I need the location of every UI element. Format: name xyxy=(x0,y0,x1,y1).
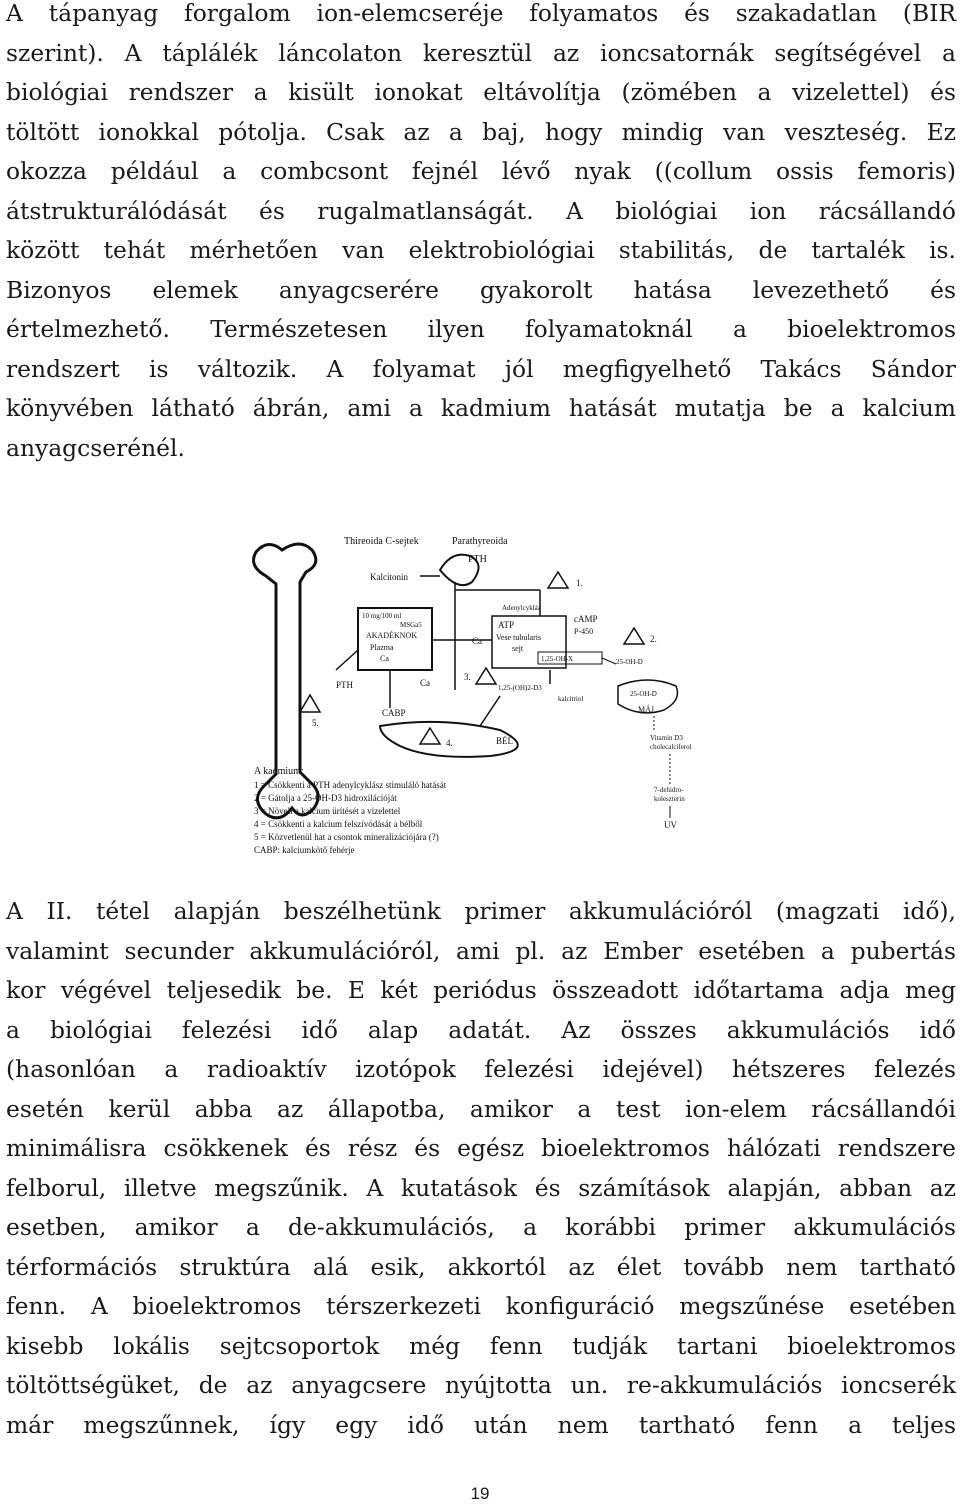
legend-item: 1 = Csökkenti a PTH adenylcyklász stimuláló hatását xyxy=(254,780,447,790)
label-box-4: Plazma xyxy=(370,643,394,652)
legend-item: 4 = Csökkenti a kalcium felszívódását a bélből xyxy=(254,819,423,829)
text-line: (hasonlóan a radioaktív izotópok felezési idejével) hétszeres felezés xyxy=(6,1055,956,1083)
text-line: töltött ionokkal pótolja. Csak az a baj, hogy mindig van veszteség. Ez xyxy=(6,117,956,146)
label-adenylcyclase: Adenylcykláz xyxy=(502,604,541,612)
label-kalcitriol: kalcitriol xyxy=(558,695,584,703)
label-uv: UV xyxy=(664,820,677,830)
label-n5: 5. xyxy=(312,718,319,728)
text-line: értelmezhető. Természetesen ilyen folyamatoknál a bioelektromos xyxy=(6,315,956,343)
label-ca-mid: Ca xyxy=(472,636,482,646)
label-d3-125: 1,25-(OH)2-D3 xyxy=(498,684,542,692)
label-dehydro-1: 7-dehidro- xyxy=(654,786,684,794)
label-pth-top: PTH xyxy=(468,554,487,565)
text-line: esetben, amikor a de-akkumulációs, a korábbi primer akkumulációs xyxy=(6,1213,956,1241)
label-n2: 2. xyxy=(650,634,657,644)
text-line: a biológiai felezési idő alap adatát. Az összes akkumulációs idő xyxy=(6,1015,956,1044)
warning-triangle-icon xyxy=(476,668,496,684)
label-dehydro-2: koleszterin xyxy=(654,795,685,803)
text-line: A II. tétel alapján beszélhetünk primer akkumulációról (magzati idő), xyxy=(6,897,956,925)
text-line: okozza például a combcsont fejnél lévő nyak ((collum ossis femoris) xyxy=(6,157,956,185)
text-line: minimálisra csökkenek és rész és egész bioelektromos hálózati rendszere xyxy=(6,1134,956,1162)
label-bel: BÉL xyxy=(496,736,513,746)
legend-item: 5 = Közvetlenül hat a csontok mineralizációjára (?) xyxy=(254,832,439,842)
legend-item: 3 = Növeli a kalcium ürítését a vizelettel xyxy=(254,806,401,816)
label-n4: 4. xyxy=(446,738,453,748)
text-line: valamint secunder akkumulációról, ami pl. az Ember esetében a pubertás xyxy=(6,936,956,965)
label-oh-25: 25-OH-D xyxy=(616,658,643,666)
label-kidney: Vese tubularis xyxy=(496,633,542,642)
label-oh-25b: 25-OH-D xyxy=(630,690,657,698)
text-line: kisebb lokális sejtcsoportok még fenn tudják tartani bioelektromos xyxy=(6,1331,956,1360)
label-box-1: 10 mg/100 ml xyxy=(362,612,402,620)
label-vitamin: Vitamin D3 xyxy=(650,734,683,742)
label-calcitonin: Kalcitonin xyxy=(370,572,408,582)
label-p450: P-450 xyxy=(574,627,594,636)
legend-item: 2 = Gátolja a 25-OH-D3 hidroxilációját xyxy=(254,793,397,803)
label-atp: ATP xyxy=(498,620,515,630)
text-line: esetén kerül abba az állapotba, amikor a test ion-elem rácsállandói xyxy=(6,1094,956,1123)
label-box-2: MSGa5 xyxy=(400,621,422,629)
paragraph-1 xyxy=(6,0,956,468)
text-line: biológiai rendszer a kisült ionokat eltávolítja (zömében a vizelettel) és xyxy=(6,78,956,106)
text-line: töltöttségüket, de az anyagcsere nyújtotta un. re-akkumulációs ioncserék xyxy=(6,1371,956,1399)
warning-triangle-icon xyxy=(300,695,320,712)
text-line: már megszűnnek, így egy idő után nem tartható fenn a teljes xyxy=(6,1410,956,1439)
label-n1: 1. xyxy=(576,578,583,588)
text-line: A tápanyag forgalom ion-elemcseréje folyamatos és szakadatlan (BIR xyxy=(6,0,956,27)
label-maj: MÁJ xyxy=(638,705,655,714)
label-n3: 3. xyxy=(464,672,471,682)
text-line: között tehát mérhetően van elektrobiológiai stabilitás, de tartalék is. xyxy=(6,236,956,264)
label-cholecalciferol: cholecalciferol xyxy=(650,743,692,751)
legend-item: CABP: kalciumkötő fehérje xyxy=(254,845,355,855)
label-box-5: Ca xyxy=(380,654,389,663)
label-parathyroid: Parathyreoida xyxy=(452,536,508,547)
label-cabp: CABP xyxy=(382,708,406,718)
label-box-3: AKADÉKNOK xyxy=(366,631,418,640)
legend-title: A kadmium: xyxy=(254,766,304,777)
paragraph-2 xyxy=(6,892,956,1445)
text-line: térformációs struktúra alá esik, akkortól az élet tovább nem tartható xyxy=(6,1252,956,1281)
label-oh-125: 1,25-OH-X xyxy=(541,655,574,663)
label-thyroid: Thireoida C-sejtek xyxy=(344,536,419,547)
warning-triangle-icon xyxy=(548,572,568,588)
text-line: rendszert is változik. A folyamat jól megfigyelhető Takács Sándor xyxy=(6,354,956,383)
label-pth-bottom: PTH xyxy=(336,680,354,690)
cadmium-calcium-diagram xyxy=(240,530,730,870)
text-line: szerint). A táplálék láncolaton keresztül az ioncsatornák segítségével a xyxy=(6,38,956,67)
page-number: 19 xyxy=(470,1484,490,1503)
text-line: átstrukturálódását és rugalmatlanságát. A biológiai ion rácsállandó xyxy=(6,196,956,225)
warning-triangle-icon xyxy=(420,728,440,744)
text-line: fenn. A bioelektromos térszerkezeti konfiguráció megszűnése esetében xyxy=(6,1292,956,1320)
label-cell: sejt xyxy=(512,644,524,653)
warning-triangle-icon xyxy=(624,628,644,644)
text-line: kor végével teljesedik be. E két periódus összeadott időtartama adja meg xyxy=(6,976,956,1004)
label-ca-left: Ca xyxy=(420,678,430,688)
text-line: könyvében látható ábrán, ami a kadmium hatását mutatja be a kalcium xyxy=(6,394,956,422)
label-camp: cAMP xyxy=(574,614,598,624)
text-line: felborul, illetve megszűnik. A kutatások és számítások alapján, abban az xyxy=(6,1173,956,1202)
text-line: anyagcserénél. xyxy=(6,433,185,462)
text-line: Bizonyos elemek anyagcserére gyakorolt hatása levezethető és xyxy=(6,275,956,304)
